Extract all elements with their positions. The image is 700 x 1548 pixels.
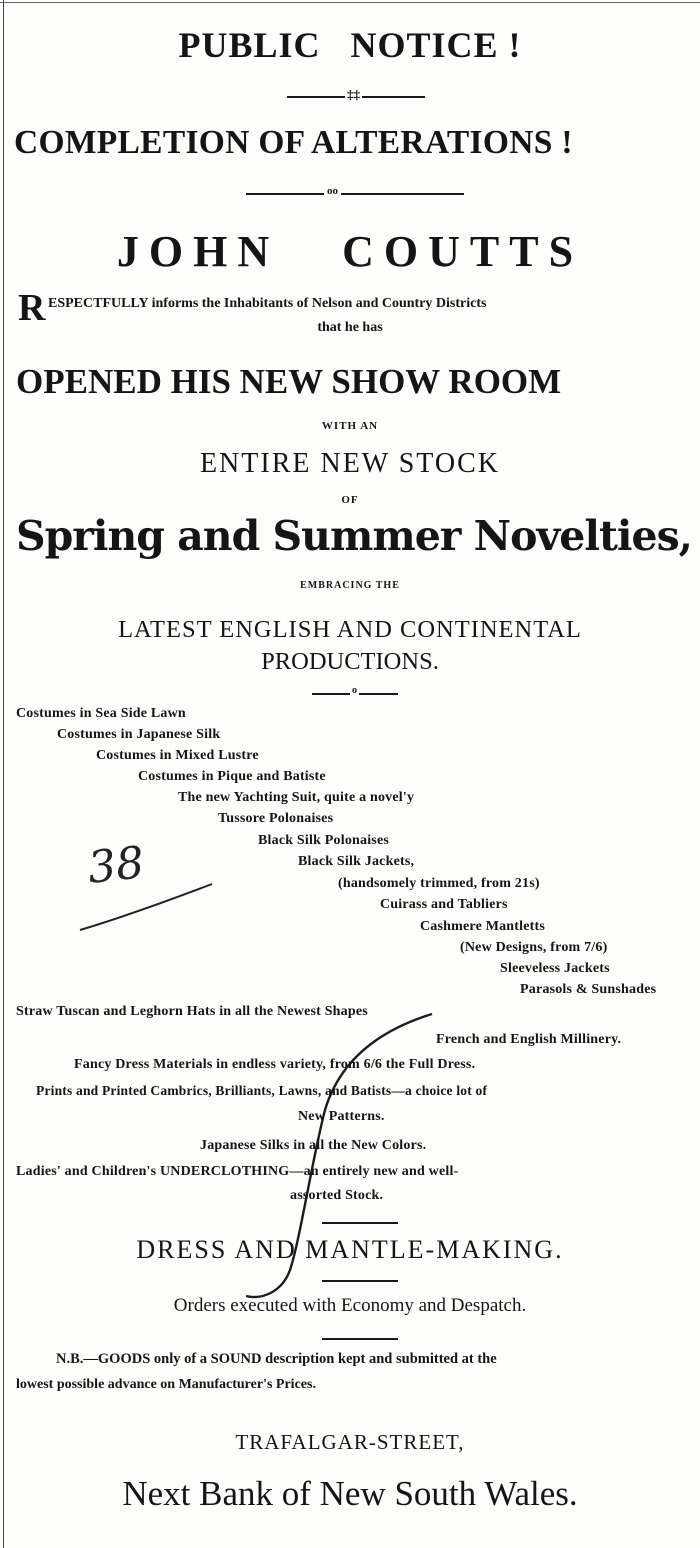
novelties-headline: Spring and Summer Novelties,: [16, 512, 692, 560]
of-label: OF: [341, 494, 359, 506]
hats-line: Straw Tuscan and Leghorn Hats in all the Newest Shapes: [16, 1004, 368, 1019]
goods-item: Costumes in Pique and Batiste: [138, 769, 326, 784]
rule-dress-bottom: [322, 1280, 398, 1282]
ornament-glyph-1: ‡‡: [347, 87, 360, 102]
rule-dress-top: [322, 1222, 398, 1224]
prints-line-1: Prints and Printed Cambrics, Brilliants, Lawns, and Batists—a choice lot of: [36, 1083, 488, 1098]
latest-line-1: LATEST ENGLISH AND CONTINENTAL: [118, 616, 582, 643]
intro-line-2: that he has: [317, 320, 383, 335]
ornament-glyph-3: o: [352, 685, 357, 696]
millinery-line: French and English Millinery.: [436, 1032, 622, 1047]
prints-line-2: New Patterns.: [298, 1109, 385, 1124]
fancy-line: Fancy Dress Materials in endless variety, from 6/6 the Full Dress.: [74, 1057, 476, 1072]
merchant-name: JOHN COUTTS: [116, 227, 584, 276]
street-line: TRAFALGAR-STREET,: [235, 1430, 465, 1454]
goods-item: Cashmere Mantletts: [420, 919, 546, 934]
ladies-line-2: assorted Stock.: [290, 1188, 384, 1203]
ornament-glyph-2: oo: [324, 185, 341, 197]
goods-item: Costumes in Japanese Silk: [57, 727, 221, 742]
with-an-label: WITH AN: [321, 420, 379, 432]
latest-line-2: PRODUCTIONS.: [261, 648, 439, 675]
goods-item: Cuirass and Tabliers: [380, 897, 508, 912]
nb-line-1: N.B.—GOODS only of a SOUND description kept and submitted at the: [56, 1351, 497, 1367]
drop-cap: R: [18, 287, 46, 329]
intro-line-1: ESPECTFULLY informs the Inhabitants of Nelson and Country Districts: [48, 296, 487, 311]
dress-heading: DRESS AND MANTLE-MAKING.: [136, 1235, 564, 1264]
next-to-line: Next Bank of New South Wales.: [122, 1474, 578, 1513]
goods-item: (New Designs, from 7/6): [460, 940, 608, 955]
goods-item: (handsomely trimmed, from 21s): [338, 876, 540, 891]
japanese-line: Japanese Silks in all the New Colors.: [200, 1138, 427, 1153]
goods-item: Black Silk Polonaises: [258, 833, 390, 848]
completion-heading: COMPLETION OF ALTERATIONS !: [14, 124, 573, 161]
notice-title: PUBLIC NOTICE !: [178, 25, 522, 65]
goods-item: The new Yachting Suit, quite a novel'y: [178, 790, 415, 805]
goods-item: Sleeveless Jackets: [500, 961, 610, 976]
rule-orders-bottom: [322, 1338, 398, 1340]
goods-item: Costumes in Sea Side Lawn: [16, 706, 186, 721]
nb-line-2: lowest possible advance on Manufacturer's Prices.: [16, 1377, 316, 1392]
goods-item: Parasols & Sunshades: [520, 982, 657, 997]
orders-line: Orders executed with Economy and Despatch.: [173, 1295, 527, 1316]
goods-item: Black Silk Jackets,: [298, 854, 415, 869]
goods-item: Tussore Polonaises: [218, 811, 334, 826]
opened-headline: OPENED HIS NEW SHOW ROOM: [16, 362, 562, 401]
embracing-label: EMBRACING THE: [300, 580, 400, 591]
handwritten-number: 38: [85, 837, 147, 894]
entire-stock-heading: ENTIRE NEW STOCK: [199, 448, 501, 479]
ladies-line-1: Ladies' and Children's UNDERCLOTHING—an entirely new and well-: [16, 1164, 459, 1179]
goods-item: Costumes in Mixed Lustre: [96, 748, 259, 763]
